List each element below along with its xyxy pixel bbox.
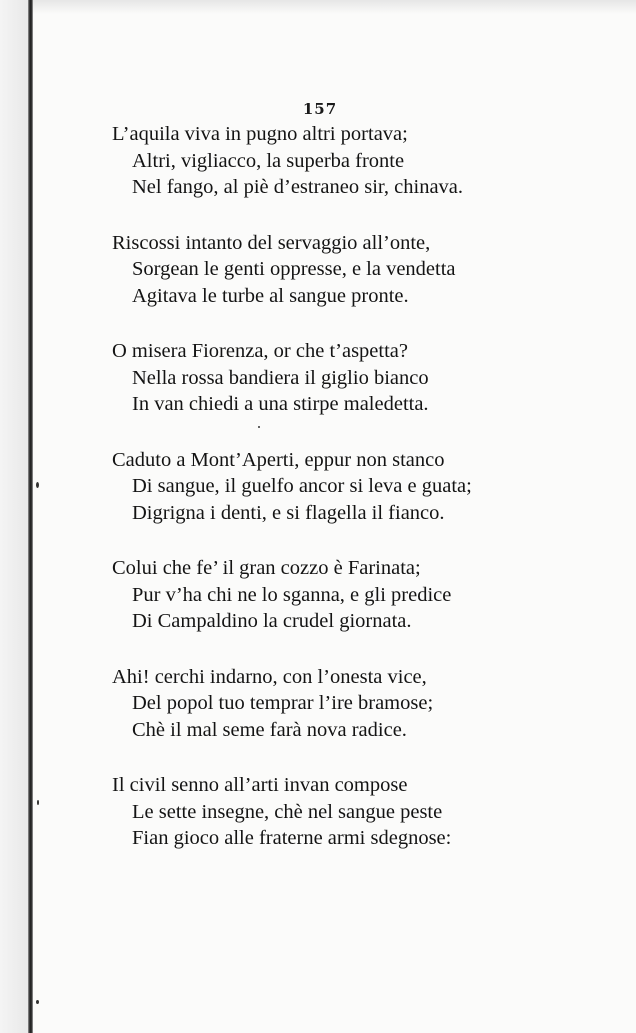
page-number: 157 <box>302 100 338 118</box>
paper-speck <box>37 800 39 805</box>
verse-line: Riscossi intanto del servaggio all’onte, <box>112 231 431 254</box>
binding-shadow <box>0 0 28 1033</box>
verse-line: Chè il mal seme farà nova radice. <box>132 718 407 741</box>
verse-line: Colui che fe’ il gran cozzo è Farinata; <box>112 557 421 579</box>
stanza-4 <box>112 447 612 527</box>
verse-line: Sorgean le genti oppresse, e la vendetta <box>132 258 456 280</box>
verse-line: Di Campaldino la crudel giornata. <box>132 610 412 632</box>
page-binding-edge <box>28 0 33 1033</box>
verse-line: Nel fango, al piè d’estraneo sir, chinava. <box>132 176 464 198</box>
page-top-edge <box>33 0 636 14</box>
verse-line: O misera Fiorenza, or che t’aspetta? <box>112 340 408 362</box>
stanza-1 <box>112 121 612 201</box>
verse-line: Di sangue, il guelfo ancor si leva e guata; <box>132 475 472 497</box>
paper-speck <box>258 426 260 428</box>
verse-line: Fian gioco alle fraterne armi sdegnose: <box>132 827 452 849</box>
paper-speck <box>36 1000 39 1004</box>
verse-line: Digrigna i denti, e si flagella il fianco. <box>132 501 445 524</box>
verse-line: Pur v’ha chi ne lo sganna, e gli predice <box>132 583 452 606</box>
stanza-5 <box>112 555 612 635</box>
verse-line: In van chiedi a una stirpe maledetta. <box>132 393 429 415</box>
stanza-3 <box>112 338 612 418</box>
stanza-2 <box>112 230 612 310</box>
stanza-7 <box>112 772 612 852</box>
verse-line: Del popol tuo temprar l’ire bramose; <box>132 692 434 714</box>
verse-line: L’aquila viva in pugno altri portava; <box>112 123 408 145</box>
stanza-6 <box>112 664 612 744</box>
verse-line: Ahi! cerchi indarno, con l’onesta vice, <box>112 665 427 688</box>
verse-line: Le sette insegne, chè nel sangue peste <box>132 800 443 823</box>
verse-line: Nella rossa bandiera il giglio bianco <box>132 366 429 389</box>
verse-line: Agitava le turbe al sangue pronte. <box>132 284 409 307</box>
verse-line: Caduto a Mont’Aperti, eppur non stanco <box>112 448 445 471</box>
paper-speck <box>36 482 39 488</box>
poem-text <box>112 121 612 881</box>
verse-line: Altri, vigliacco, la superba fronte <box>132 149 405 172</box>
verse-line: Il civil senno all’arti invan compose <box>112 774 408 796</box>
